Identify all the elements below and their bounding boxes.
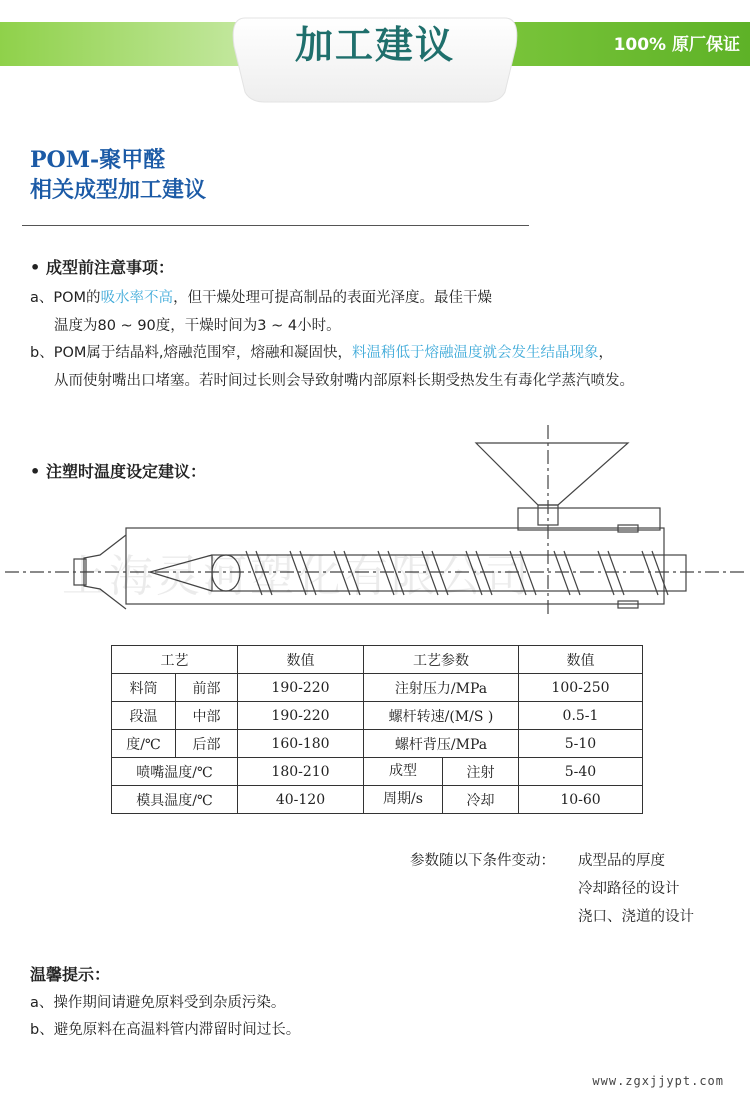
- param-cell: 注射压力/MPa: [364, 674, 519, 702]
- nozzle-label-cell: 喷嘴温度/℃: [112, 758, 238, 786]
- section-pre-molding-heading: [30, 255, 174, 278]
- page-title-line2: 相关成型加工建议: [30, 177, 207, 203]
- zone-cell: 前部: [176, 674, 238, 702]
- value-cell: 190-220: [238, 674, 364, 702]
- note-a-line2: 温度为80 ~ 90度，干燥时间为3 ~ 4小时。: [54, 318, 341, 334]
- param-cell: 螺杆转速/(M/S ): [364, 702, 519, 730]
- param-value-cell: 10-60: [519, 786, 643, 814]
- section-heading-text: 成型前注意事项：: [46, 258, 175, 277]
- cycle-split-cell: [364, 786, 519, 814]
- note-a-highlight: 吸水率不高: [100, 290, 174, 306]
- condition-item: 冷却路径的设计: [578, 881, 680, 897]
- note-b-line1: [30, 341, 613, 362]
- bullet: •: [30, 462, 41, 481]
- note-b-line2: 从而使射嘴出口堵塞。若时间过长则会导致射嘴内部原料长期受热发生有毒化学蒸汽喷发。: [54, 373, 634, 389]
- tips-heading: 温馨提示：: [30, 965, 111, 984]
- injection-screw-diagram: [0, 415, 750, 625]
- param-value-cell: 5-40: [519, 758, 643, 786]
- note-b-suffix: ，: [598, 345, 613, 361]
- header-cell: 工艺: [112, 646, 238, 674]
- inject-label: 注射: [466, 764, 495, 781]
- bullet: •: [30, 258, 41, 277]
- mold-label-cell: 模具温度/℃: [112, 786, 238, 814]
- zone-cell: 中部: [176, 702, 238, 730]
- watermark-text: 上海灵河塑化有限公司: [62, 551, 532, 602]
- feed-block: [518, 508, 660, 530]
- header-cell: 数值: [238, 646, 364, 674]
- section-heading-text: 注塑时温度设定建议：: [46, 462, 207, 481]
- barrel-label-cell: 度/℃: [112, 730, 176, 758]
- tip-b: b、避免原料在高温料管内滞留时间过长。: [30, 1022, 301, 1038]
- header-title: 加工建议: [294, 22, 455, 67]
- barrel-label-cell: 段温: [112, 702, 176, 730]
- param-value-cell: 0.5-1: [519, 702, 643, 730]
- param-cell: 螺杆背压/MPa: [364, 730, 519, 758]
- process-parameter-table: [111, 645, 643, 814]
- condition-item: 成型品的厚度: [578, 853, 665, 869]
- zone-cell: 后部: [176, 730, 238, 758]
- note-b-prefix: b、POM属于结晶料,熔融范围窄，熔融和凝固快，: [30, 345, 352, 361]
- table-row: [112, 702, 643, 730]
- value-cell: 160-180: [238, 730, 364, 758]
- table-row: [112, 786, 643, 814]
- cycle-label: 周期/s: [364, 786, 443, 813]
- table-row: [112, 758, 643, 786]
- value-cell: 190-220: [238, 702, 364, 730]
- title-divider: [22, 225, 529, 226]
- tip-a: a、操作期间请避免原料受到杂质污染。: [30, 995, 286, 1011]
- value-cell: 40-120: [238, 786, 364, 814]
- header-cell: 数值: [519, 646, 643, 674]
- param-value-cell: 5-10: [519, 730, 643, 758]
- note-a-suffix: ，但干燥处理可提高制品的表面光泽度。最佳干燥: [173, 290, 493, 306]
- note-a-prefix: a、POM的: [30, 290, 101, 306]
- hopper: [476, 443, 628, 505]
- note-a-line1: [30, 286, 492, 307]
- table-header-row: [112, 646, 643, 674]
- cycle-label: 成型: [364, 758, 443, 785]
- header-guarantee-tag: 100% 原厂保证: [613, 35, 740, 55]
- value-cell: 180-210: [238, 758, 364, 786]
- cool-label: 冷却: [466, 792, 495, 809]
- page-title-line1: POM-聚甲醛: [30, 147, 166, 173]
- barrel-label-cell: 料筒: [112, 674, 176, 702]
- param-value-cell: 100-250: [519, 674, 643, 702]
- conditions-lead: 参数随以下条件变动：: [410, 853, 555, 869]
- table-row: [112, 730, 643, 758]
- table-row: [112, 674, 643, 702]
- cycle-split-cell: [364, 758, 519, 786]
- footer-url: www.zgxjjypt.com: [592, 1074, 724, 1088]
- header-cell: 工艺参数: [364, 646, 519, 674]
- note-b-highlight: 料温稍低于熔融温度就会发生结晶现象: [351, 345, 599, 361]
- condition-item: 浇口、浇道的设计: [578, 909, 694, 925]
